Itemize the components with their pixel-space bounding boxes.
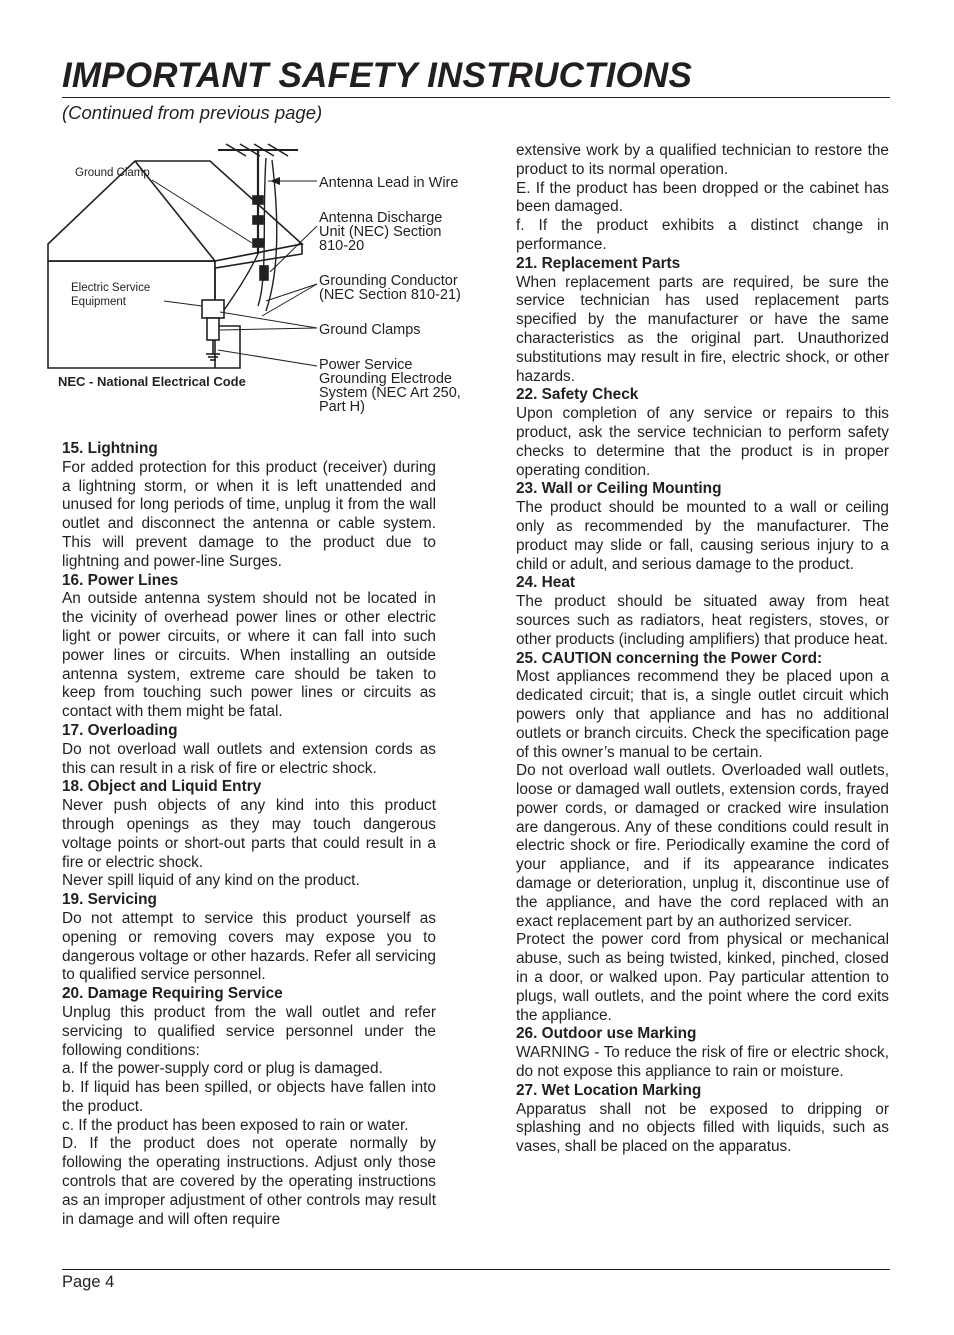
label-grounding-conductor-1: Grounding Conductor <box>319 273 458 289</box>
section-body: The product should be situated away from heat sources such as radiators, heat registers, stoves, or other products (including amplifiers) that produce heat. <box>516 593 889 648</box>
left-column <box>62 440 436 1229</box>
section-heading: 24. Heat <box>516 574 576 592</box>
list-item: D. If the product does not operate normally by following the operating instructions. Adjust only those controls that are covered by the operating instructions as an improper adjustment of other controls may result in damage and will often require <box>62 1135 436 1228</box>
section-heading: 22. Safety Check <box>516 386 639 404</box>
right-column <box>516 142 889 1157</box>
section-body: Do not overload wall outlets. Overloaded wall outlets, loose or damaged wall outlets, extension cords, frayed power cords, or damaged or cracked wire insulation are dangerous. Any of these conditions could result in electric shock or fire. Periodically examine the cord of your appliance, and if its appearance indicates damage or deterioration, unplug it, discontinue use of the appliance, and have the cord replaced with an exact replacement part by an authorized servicer. <box>516 762 889 930</box>
footer-rule <box>62 1269 890 1270</box>
label-power-service-4: Part H) <box>319 399 365 415</box>
section-heading: 16. Power Lines <box>62 571 179 589</box>
title-rule <box>62 97 890 98</box>
page-number: Page 4 <box>62 1273 115 1291</box>
section-body: Upon completion of any service or repairs to this product, ask the service technician to perform safety checks to determine that the product is in proper operating condition. <box>516 405 889 479</box>
section-body: For added protection for this product (receiver) during a lightning storm, or when it is left unattended and unused for long periods of time, unplug it from the wall outlet and disconnect the antenna or cable system. This will prevent damage to the product due to lightning and power-line Surges. <box>62 458 436 570</box>
section-heading: 17. Overloading <box>62 721 178 739</box>
label-nec-note: NEC - National Electrical Code <box>58 374 246 389</box>
section-heading: 23. Wall or Ceiling Mounting <box>516 480 722 498</box>
section-body: The product should be mounted to a wall or ceiling only as recommended by the manufacturer. The product may slide or fall, causing serious injury to a child or adult, and serious damage to the product. <box>516 499 889 573</box>
section-body: When replacement parts are required, be sure the service technician has used replacement parts specified by the manufacturer or have the same characteristics as the original part. Unauthorized substitutions may result in fire, electric shock, or other hazards. <box>516 273 889 385</box>
label-discharge-2: Unit (NEC) Section <box>319 224 442 240</box>
section-heading: 26. Outdoor use Marking <box>516 1025 697 1043</box>
label-electric-service-2: Equipment <box>71 296 126 308</box>
list-item: a. If the power-supply cord or plug is damaged. <box>62 1060 383 1078</box>
label-antenna-lead: Antenna Lead in Wire <box>319 175 459 191</box>
section-body: Apparatus shall not be exposed to dripping or splashing and no objects filled with liquids, such as vases, shall be placed on the apparatus. <box>516 1100 889 1156</box>
list-item: extensive work by a qualified technician to restore the product to its normal operation. <box>516 142 889 178</box>
label-ground-clamp: Ground Clamp <box>75 167 150 179</box>
section-body: Do not overload wall outlets and extension cords as this can result in a risk of fire or electric shock. <box>62 740 436 777</box>
list-item: b. If liquid has been spilled, or objects have fallen into the product. <box>62 1079 436 1115</box>
discharge-unit <box>260 266 268 280</box>
page-subtitle: (Continued from previous page) <box>62 102 323 123</box>
section-body: Most appliances recommend they be placed upon a dedicated circuit; that is, a single outlet circuit which powers only that appliance and has no additional outlets or branch circuits. Check the specification page of this owner’s manual to be certain. <box>516 668 889 761</box>
section-body: Do not attempt to service this product yourself as opening or removing covers may expose you to dangerous voltage or other hazards. Refer all servicing to qualified service personnel. <box>62 909 436 984</box>
list-item: E. If the product has been dropped or the cabinet has been damaged. <box>516 179 889 216</box>
section-body: Unplug this product from the wall outlet and refer servicing to qualified service personnel under the following conditions: <box>62 1003 436 1059</box>
label-power-service-1: Power Service <box>319 357 413 373</box>
list-item: f. If the product exhibits a distinct change in performance. <box>516 217 889 253</box>
antenna-grounding-diagram <box>40 136 480 426</box>
section-heading: 19. Servicing <box>62 891 157 909</box>
label-grounding-conductor-2: (NEC Section 810-21) <box>319 287 461 303</box>
page-title: IMPORTANT SAFETY INSTRUCTIONS <box>62 56 692 95</box>
section-body: An outside antenna system should not be located in the vicinity of overhead power lines or other electric light or power circuits, or where it can fall into such power lines or circuits. When installing an outside antenna system, extreme care should be taken to keep from touching such power lines or circuits as contact with them might be fatal. <box>62 590 436 721</box>
electric-service-box <box>202 300 224 318</box>
label-ground-clamps: Ground Clamps <box>319 322 421 338</box>
section-heading: 15. Lightning <box>62 440 158 457</box>
label-power-service-3: System (NEC Art 250, <box>319 385 461 401</box>
label-power-service-2: Grounding Electrode <box>319 371 452 387</box>
section-heading: 18. Object and Liquid Entry <box>62 778 262 796</box>
label-discharge-1: Antenna Discharge <box>319 210 443 226</box>
section-heading: 25. CAUTION concerning the Power Cord: <box>516 649 823 667</box>
section-body: Never push objects of any kind into this product through openings as they may touch dangerous voltage points or short-out parts that could result in a fire or electric shock. <box>62 797 436 871</box>
section-heading: 20. Damage Requiring Service <box>62 985 283 1003</box>
section-heading: 21. Replacement Parts <box>516 254 681 272</box>
label-discharge-3: 810-20 <box>319 238 365 254</box>
section-body: WARNING - To reduce the risk of fire or electric shock, do not expose this appliance to rain or moisture. <box>516 1044 889 1081</box>
list-item: c. If the product has been exposed to rain or water. <box>62 1116 409 1134</box>
label-electric-service-1: Electric Service <box>71 282 151 294</box>
section-heading: 27. Wet Location Marking <box>516 1081 702 1099</box>
section-body: Never spill liquid of any kind on the product. <box>62 872 360 890</box>
section-body: Protect the power cord from physical or mechanical abuse, such as being twisted, kinked, pinched, closed in a door, or walked upon. Pay particular attention to plugs, wall outlets, and the point where the cord exits the appliance. <box>516 931 889 1024</box>
